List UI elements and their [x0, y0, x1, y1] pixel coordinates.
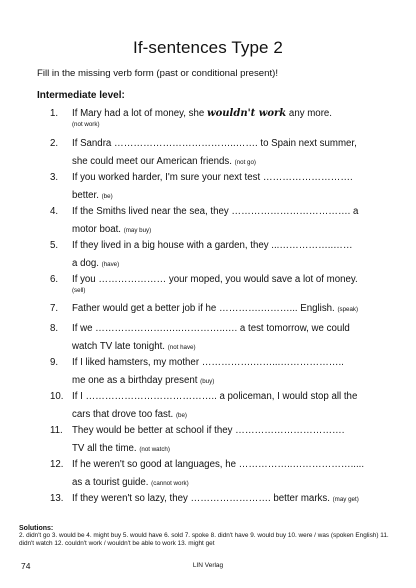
- exercise-number: 11.: [50, 425, 63, 436]
- exercise-number: 4.: [50, 206, 59, 217]
- exercise-number: 10.: [50, 391, 64, 402]
- exercise-number: 3.: [50, 172, 59, 183]
- sentence-text: If they weren't so lazy, they ……………………. better marks.: [72, 493, 333, 504]
- verb-hint: (sell): [72, 287, 86, 294]
- sentence-text: If they lived in a big house with a garden, they ...……………..……: [72, 240, 353, 251]
- level-heading: Intermediate level:: [37, 90, 125, 101]
- sentence-text: If I ………………………………….. a policeman, I would stop all the: [72, 391, 358, 402]
- sentence-text: me one as a birthday present: [72, 375, 201, 386]
- verb-hint: (speak): [337, 306, 359, 313]
- exercise-number: 8.: [50, 323, 59, 334]
- verb-hint: (not have): [167, 344, 196, 351]
- sentence-text: cars that drove too fast.: [72, 409, 176, 420]
- sentence-text: If the Smiths lived near the sea, they ………………………………. a: [72, 206, 359, 217]
- page-title: If-sentences Type 2: [133, 38, 283, 57]
- verb-hint: (may buy): [123, 227, 152, 234]
- sentence-text: If Sandra ………………………………..…….: [72, 138, 261, 149]
- exercise-number: 5.: [50, 240, 59, 251]
- sentence-text: TV all the time.: [72, 443, 140, 454]
- verb-hint: (buy): [200, 378, 215, 385]
- sentence-text: as a tourist guide.: [72, 477, 152, 488]
- sentence-text: better.: [72, 190, 102, 201]
- sentence-text: If he weren't so good at languages, he ……………..……………….....: [72, 459, 365, 470]
- sentence-text: If I liked hamsters, my mother …………….……...………………..: [72, 357, 344, 368]
- exercise-number: 1.: [50, 108, 59, 119]
- sentence-text: Father would get a better job if he ………….………... English.: [72, 303, 338, 314]
- exercise-number: 9.: [50, 357, 59, 368]
- page-number: 74: [21, 561, 31, 571]
- verb-hint: (have): [101, 261, 120, 268]
- sentence-text: any more.: [286, 108, 332, 119]
- sentence-text: she could meet our American friends.: [72, 156, 235, 167]
- verb-hint: (be): [175, 412, 187, 419]
- sentence-text: If you ………………… your moped, you would save a lot of money.: [72, 274, 358, 285]
- exercise-number: 7.: [50, 303, 59, 314]
- solutions-heading: Solutions:: [19, 525, 54, 532]
- verb-hint: (be): [101, 193, 113, 200]
- sentence-text: If we ………………….…..…………..…. a test tomorrow, we could: [72, 323, 350, 334]
- verb-hint: (not go): [234, 159, 256, 166]
- exercise-number: 2.: [50, 138, 59, 149]
- sentence-text: motor boat.: [72, 224, 124, 235]
- sentence-text: They would be better at school if they …………………………….: [72, 425, 345, 436]
- instructions: Fill in the missing verb form (past or conditional present)!: [37, 68, 279, 79]
- publisher-footer: LIN Verlag: [192, 562, 224, 569]
- verb-hint: (not work): [72, 121, 100, 128]
- verb-hint: (may get): [332, 496, 359, 503]
- exercise-number: 12.: [50, 459, 64, 470]
- solutions-text: 2. didn't go 3. would be 4. might buy 5. would have 6. sold 7. spoke 8. didn't have 9. would buy 10. were / was (spoken English) 11. didn't watch 12. couldn't work / wouldn't be able to work 13. might get: [19, 532, 389, 547]
- sentence-text: If Mary had a lot of money, she: [72, 108, 207, 119]
- example-answer: wouldn't work: [206, 108, 287, 119]
- sentence-text: to Spain next summer,: [260, 138, 357, 149]
- sentence-text: watch TV late tonight.: [72, 341, 168, 352]
- verb-hint: (cannot work): [151, 480, 189, 487]
- exercise-number: 13.: [50, 493, 64, 504]
- sentence-text: If you worked harder, I'm sure your next test ……………………….: [72, 172, 353, 183]
- verb-hint: (not watch): [139, 446, 170, 453]
- sentence-text: a dog.: [72, 258, 102, 269]
- exercise-number: 6.: [50, 274, 59, 285]
